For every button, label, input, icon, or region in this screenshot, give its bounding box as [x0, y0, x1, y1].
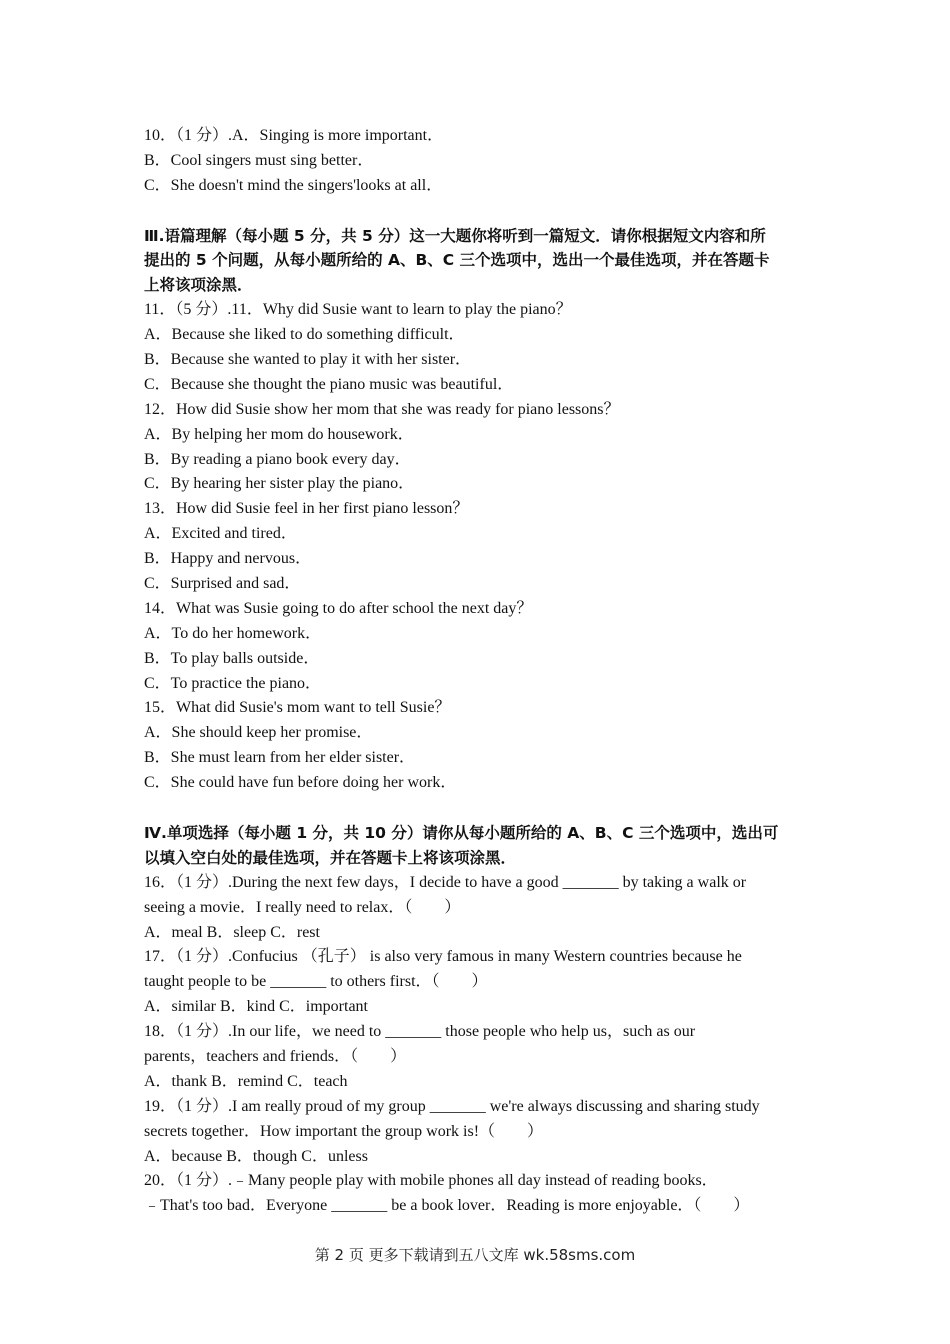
question-11-option-a: A．Because she liked to do something difficult． — [144, 326, 465, 344]
question-15-option-b: B．She must learn from her elder sister． — [144, 749, 416, 767]
question-17-options: A．similar B．kind C．important — [144, 998, 368, 1016]
question-16-stem-line-2: seeing a movie．I really need to relax．（ ） — [144, 898, 461, 916]
question-10-option-b: B．Cool singers must sing better． — [144, 151, 374, 169]
question-16-stem-line-1: 16．（1 分）.During the next few days，I decide to have a good _______ by taking a walk or — [144, 873, 747, 891]
question-13-stem: 13．How did Susie feel in her first piano lesson？ — [144, 500, 469, 518]
question-14-option-c: C．To practice the piano． — [144, 674, 322, 692]
question-19-options: A．because B．though C．unless — [144, 1147, 368, 1165]
section-3-heading-line-2: 提出的 5 个问题，从每小题所给的 A、B、C 三个选项中，选出一个最佳选项，并在答题卡 — [144, 251, 770, 270]
question-12-option-a: A．By helping her mom do housework． — [144, 425, 414, 443]
question-19-stem-line-1: 19．（1 分）.I am really proud of my group _______ we're always discussing and sharing study — [144, 1097, 760, 1115]
question-16-options: A．meal B．sleep C．rest — [144, 923, 320, 941]
question-14-stem: 14．What was Susie going to do after school the next day？ — [144, 599, 533, 617]
question-15-option-c: C．She could have fun before doing her work． — [144, 774, 457, 792]
question-13-option-a: A．Excited and tired． — [144, 525, 297, 543]
section-gap — [144, 199, 812, 224]
question-18-options: A．thank B．remind C．teach — [144, 1072, 348, 1090]
question-11-option-c: C．Because she thought the piano music was beautiful． — [144, 375, 514, 393]
section-reading-comprehension — [144, 224, 812, 796]
section-3-heading-line-1: Ⅲ.语篇理解（每小题 5 分，共 5 分）这一大题你将听到一篇短文．请你根据短文内容和所 — [144, 226, 766, 245]
question-18-stem-line-2: parents，teachers and friends．（ ） — [144, 1047, 407, 1065]
question-19-stem-line-2: secrets together．How important the group work is!（ ） — [144, 1122, 544, 1140]
page-footer: 第 2 页 更多下载请到五八文库 wk.58sms.com — [314, 1246, 636, 1264]
question-13-option-b: B．Happy and nervous． — [144, 550, 312, 568]
question-12-stem: 12．How did Susie show her mom that she was ready for piano lessons？ — [144, 400, 620, 418]
section-4-heading-line-1: Ⅳ.单项选择（每小题 1 分，共 10 分）请你从每小题所给的 A、B、C 三个选项中，选出可 — [144, 823, 779, 842]
question-17-stem-line-1: 17．（1 分）.Confucius （孔子） is also very famous in many Western countries because he — [144, 948, 742, 966]
question-10-option-c: C．She doesn't mind the singers'looks at all． — [144, 176, 443, 194]
document-body — [144, 124, 812, 1219]
question-20-stem-line-1: 20．（1 分）.﹣Many people play with mobile phones all day instead of reading books． — [144, 1172, 718, 1190]
section-question-10 — [144, 124, 812, 199]
question-17-stem-line-2: taught people to be _______ to others first．（ ） — [144, 973, 488, 991]
question-11-stem: 11．（5 分）.11．Why did Susie want to learn to play the piano？ — [144, 301, 572, 319]
question-10-stem: 10．（1 分）.A．Singing is more important． — [144, 127, 444, 144]
question-18-stem-line-1: 18．（1 分）.In our life，we need to _______ those people who help us，such as our — [144, 1023, 696, 1041]
section-gap — [144, 796, 812, 821]
question-12-option-c: C．By hearing her sister play the piano． — [144, 475, 415, 493]
question-12-option-b: B．By reading a piano book every day． — [144, 450, 411, 468]
question-20-stem-line-2: ﹣That's too bad．Everyone _______ be a book lover．Reading is more enjoyable．（ ） — [144, 1197, 750, 1215]
section-4-heading-line-2: 以填入空白处的最佳选项，并在答题卡上将该项涂黑． — [144, 848, 517, 867]
question-14-option-b: B．To play balls outside． — [144, 649, 320, 667]
section-single-choice — [144, 821, 812, 1219]
section-3-heading-line-3: 上将该项涂黑． — [144, 276, 253, 295]
question-14-option-a: A．To do her homework． — [144, 624, 322, 642]
question-11-option-b: B．Because she wanted to play it with her sister． — [144, 351, 472, 369]
question-15-stem: 15．What did Susie's mom want to tell Susie？ — [144, 699, 451, 717]
question-13-option-c: C．Surprised and sad． — [144, 575, 301, 593]
question-15-option-a: A．She should keep her promise． — [144, 724, 373, 742]
